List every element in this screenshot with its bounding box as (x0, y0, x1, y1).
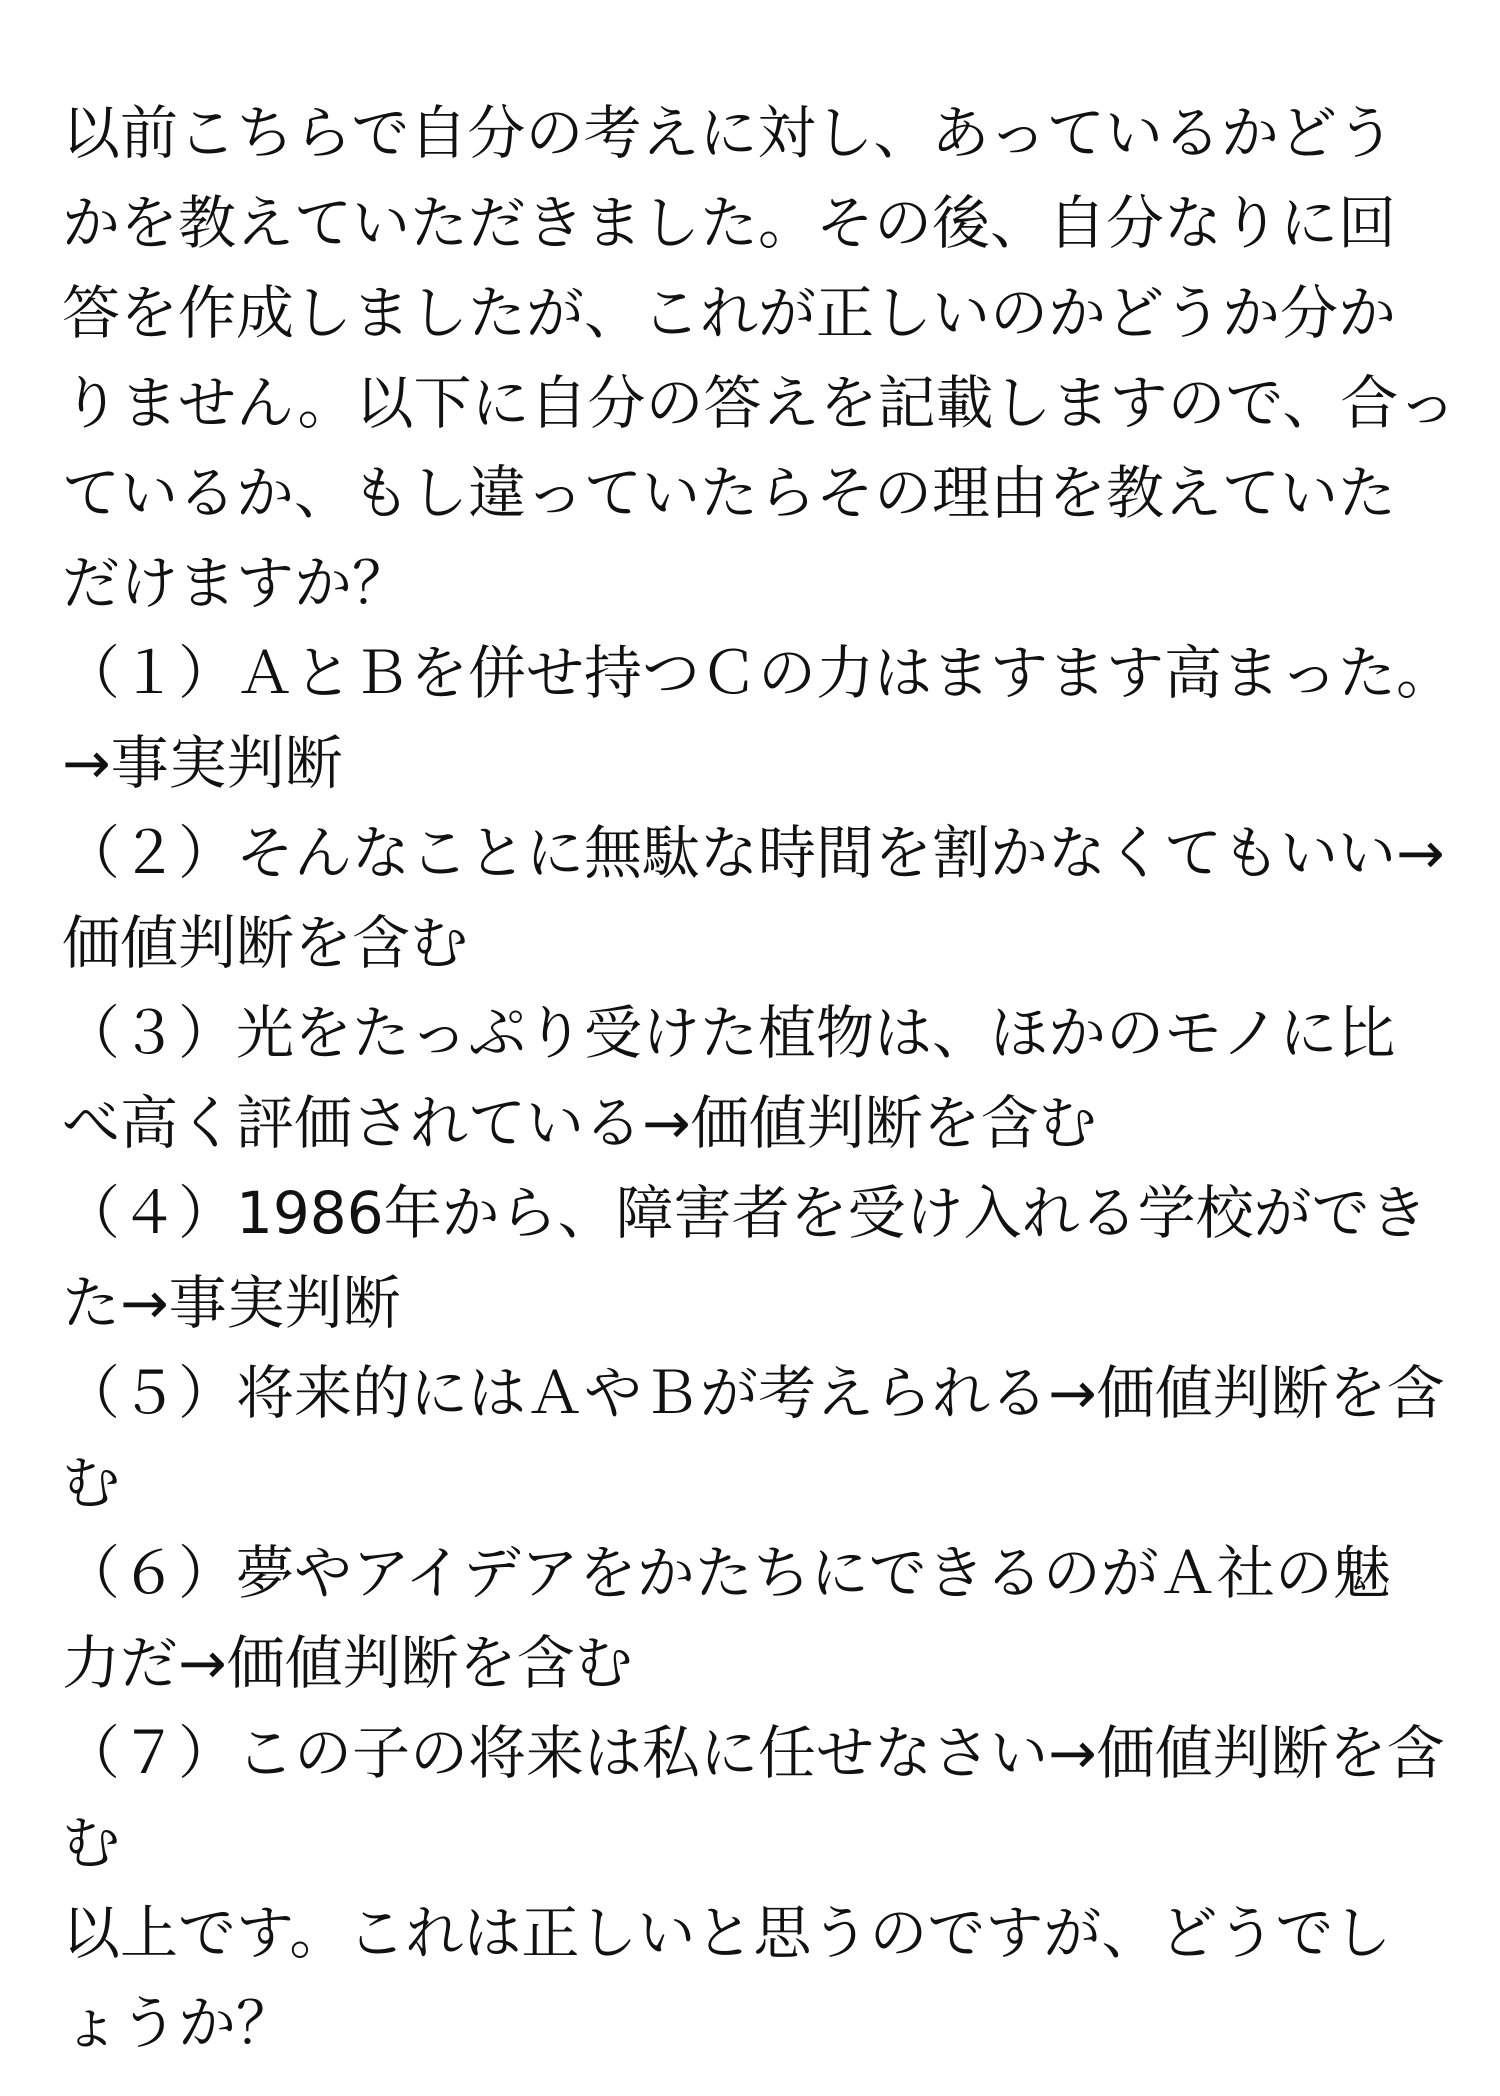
item-1-line: （１）ＡとＢを併せ持つＣの力はますます高まった。 (62, 639, 1455, 707)
item-5-line: （５）将来的にはＡやＢが考えられる→価値判断を含 (62, 1359, 1445, 1427)
item-6-line: （６）夢やアイデアをかたちにできるのがＡ社の魅 (62, 1539, 1391, 1607)
closing-line: 以上です。これは正しいと思うのですが、どうでし (62, 1899, 1392, 1967)
text-line: ているか、もし違っていたらその理由を教えていた (62, 459, 1397, 527)
text-line: りません。以下に自分の答えを記載しますので、合っ (62, 369, 1457, 437)
question-text (62, 88, 1457, 2068)
text-line: 答を作成しましたが、これが正しいのかどうか分か (62, 279, 1397, 347)
item-3-answer: べ高く評価されている→価値判断を含む (62, 1089, 1097, 1157)
text-line: だけますか？ (62, 549, 411, 617)
item-2-answer: 価値判断を含む (62, 909, 469, 977)
text-line: かを教えていただきました。その後、自分なりに回 (62, 189, 1397, 257)
item-4-line: （４）1986年から、障害者を受け入れる学校ができ (62, 1179, 1428, 1247)
item-1-answer: →事実判断 (62, 729, 343, 797)
closing-line: ょうか？ (62, 1989, 295, 2057)
item-5-answer: む (62, 1449, 121, 1517)
item-3-line: （３）光をたっぷり受けた植物は、ほかのモノに比 (62, 999, 1396, 1067)
item-2-line: （２）そんなことに無駄な時間を割かなくてもいい→ (62, 819, 1445, 887)
item-7-line: （７）この子の将来は私に任せなさい→価値判断を含 (62, 1719, 1445, 1787)
item-6-answer: 力だ→価値判断を含む (62, 1629, 633, 1697)
text-line: 以前こちらで自分の考えに対し、あっているかどう (62, 99, 1395, 167)
item-4-answer: た→事実判断 (62, 1269, 401, 1337)
item-7-answer: む (62, 1809, 121, 1877)
